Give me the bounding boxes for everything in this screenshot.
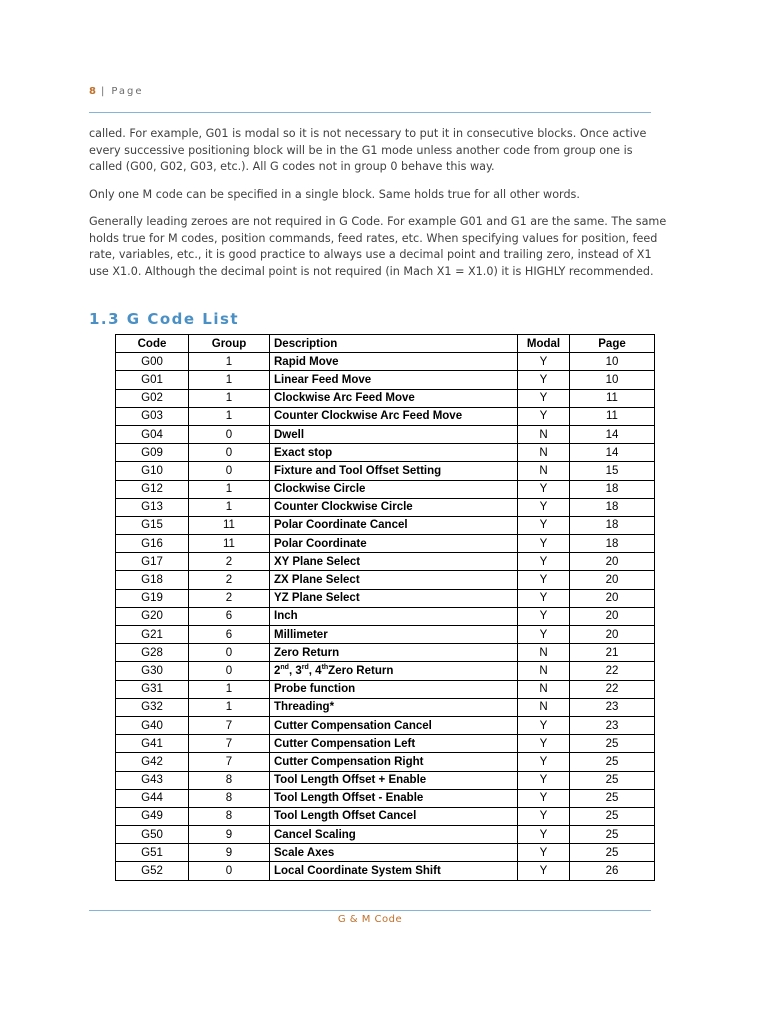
cell-group: 0 bbox=[189, 662, 270, 680]
cell-description: ZX Plane Select bbox=[270, 571, 518, 589]
cell-modal: Y bbox=[518, 735, 570, 753]
cell-page: 25 bbox=[570, 735, 655, 753]
footer-divider bbox=[89, 910, 651, 911]
paragraph-m-codes: Only one M code can be specified in a single block. Same holds true for all other words. bbox=[89, 188, 580, 201]
cell-code: G16 bbox=[116, 535, 189, 553]
cell-description: Tool Length Offset + Enable bbox=[270, 771, 518, 789]
cell-modal: Y bbox=[518, 753, 570, 771]
cell-page: 23 bbox=[570, 698, 655, 716]
cell-group: 11 bbox=[189, 516, 270, 534]
cell-code: G20 bbox=[116, 607, 189, 625]
cell-page: 25 bbox=[570, 807, 655, 825]
cell-group: 1 bbox=[189, 480, 270, 498]
cell-page: 22 bbox=[570, 680, 655, 698]
cell-description: Local Coordinate System Shift bbox=[270, 862, 518, 880]
cell-group: 0 bbox=[189, 444, 270, 462]
cell-page: 25 bbox=[570, 753, 655, 771]
table-row bbox=[116, 516, 655, 534]
header-separator: | bbox=[100, 86, 107, 97]
cell-group: 8 bbox=[189, 771, 270, 789]
cell-description: Dwell bbox=[270, 425, 518, 443]
cell-description: Scale Axes bbox=[270, 844, 518, 862]
cell-page: 14 bbox=[570, 425, 655, 443]
header-page: Page bbox=[570, 335, 655, 353]
table-row bbox=[116, 626, 655, 644]
page-footer: G & M Code bbox=[337, 914, 403, 925]
table-body bbox=[116, 353, 655, 880]
cell-code: G30 bbox=[116, 662, 189, 680]
cell-group: 7 bbox=[189, 735, 270, 753]
cell-modal: Y bbox=[518, 535, 570, 553]
table-row bbox=[116, 644, 655, 662]
cell-description: Cutter Compensation Right bbox=[270, 753, 518, 771]
cell-page: 11 bbox=[570, 407, 655, 425]
cell-code: G17 bbox=[116, 553, 189, 571]
table-row bbox=[116, 735, 655, 753]
cell-page: 14 bbox=[570, 444, 655, 462]
table-row bbox=[116, 698, 655, 716]
table-row bbox=[116, 425, 655, 443]
ordinal-suffix: nd bbox=[280, 664, 289, 672]
cell-modal: N bbox=[518, 462, 570, 480]
cell-page: 11 bbox=[570, 389, 655, 407]
description-part: Zero Return bbox=[328, 664, 394, 677]
cell-page: 25 bbox=[570, 771, 655, 789]
cell-group: 8 bbox=[189, 807, 270, 825]
cell-group: 1 bbox=[189, 498, 270, 516]
header-code: Code bbox=[116, 335, 189, 353]
cell-code: G10 bbox=[116, 462, 189, 480]
cell-code: G44 bbox=[116, 789, 189, 807]
table-row bbox=[116, 753, 655, 771]
cell-description: Linear Feed Move bbox=[270, 371, 518, 389]
table-row bbox=[116, 353, 655, 371]
cell-page: 25 bbox=[570, 789, 655, 807]
table-row bbox=[116, 826, 655, 844]
cell-page: 18 bbox=[570, 516, 655, 534]
cell-code: G03 bbox=[116, 407, 189, 425]
cell-code: G01 bbox=[116, 371, 189, 389]
header-group: Group bbox=[189, 335, 270, 353]
cell-group: 9 bbox=[189, 844, 270, 862]
cell-page: 18 bbox=[570, 480, 655, 498]
description-part: 2 bbox=[274, 664, 281, 677]
cell-description: Clockwise Circle bbox=[270, 480, 518, 498]
cell-code: G52 bbox=[116, 862, 189, 880]
description-part: , 4 bbox=[308, 664, 322, 677]
header-divider bbox=[89, 112, 651, 113]
cell-description: Inch bbox=[270, 607, 518, 625]
cell-code: G41 bbox=[116, 735, 189, 753]
cell-modal: Y bbox=[518, 389, 570, 407]
cell-group: 2 bbox=[189, 553, 270, 571]
cell-group: 9 bbox=[189, 826, 270, 844]
cell-description: Counter Clockwise Arc Feed Move bbox=[270, 407, 518, 425]
header-modal: Modal bbox=[518, 335, 570, 353]
cell-group: 1 bbox=[189, 389, 270, 407]
cell-modal: Y bbox=[518, 516, 570, 534]
g-code-table bbox=[115, 334, 655, 881]
paragraph-modal-groups: called. For example, G01 is modal so it is not necessary to put it in consecutive blocks. Once active every successive positioning block will be in the G1 mode unless another code from group one is called (G00, G02, G03, etc.). All G codes not in group 0 behave this way. bbox=[89, 127, 647, 173]
cell-group: 2 bbox=[189, 571, 270, 589]
cell-group: 11 bbox=[189, 535, 270, 553]
cell-code: G32 bbox=[116, 698, 189, 716]
table-row bbox=[116, 480, 655, 498]
table-row bbox=[116, 789, 655, 807]
cell-page: 20 bbox=[570, 553, 655, 571]
table-row bbox=[116, 444, 655, 462]
cell-page: 26 bbox=[570, 862, 655, 880]
cell-page: 20 bbox=[570, 571, 655, 589]
cell-description: YZ Plane Select bbox=[270, 589, 518, 607]
cell-page: 22 bbox=[570, 662, 655, 680]
table-row bbox=[116, 498, 655, 516]
cell-description: Fixture and Tool Offset Setting bbox=[270, 462, 518, 480]
cell-page: 20 bbox=[570, 589, 655, 607]
cell-group: 0 bbox=[189, 862, 270, 880]
cell-group: 1 bbox=[189, 680, 270, 698]
cell-page: 10 bbox=[570, 371, 655, 389]
cell-group: 1 bbox=[189, 407, 270, 425]
cell-modal: N bbox=[518, 698, 570, 716]
cell-modal: Y bbox=[518, 862, 570, 880]
cell-modal: Y bbox=[518, 789, 570, 807]
cell-code: G49 bbox=[116, 807, 189, 825]
cell-page: 15 bbox=[570, 462, 655, 480]
section-heading: 1.3 G Code List bbox=[89, 310, 240, 328]
header-description: Description bbox=[270, 335, 518, 353]
cell-description: Threading* bbox=[270, 698, 518, 716]
cell-code: G02 bbox=[116, 389, 189, 407]
cell-description: XY Plane Select bbox=[270, 553, 518, 571]
cell-modal: Y bbox=[518, 353, 570, 371]
cell-page: 25 bbox=[570, 844, 655, 862]
table-row bbox=[116, 680, 655, 698]
cell-page: 23 bbox=[570, 716, 655, 734]
cell-code: G12 bbox=[116, 480, 189, 498]
cell-code: G15 bbox=[116, 516, 189, 534]
table-row bbox=[116, 662, 655, 680]
cell-modal: N bbox=[518, 425, 570, 443]
cell-modal: Y bbox=[518, 844, 570, 862]
cell-modal: Y bbox=[518, 371, 570, 389]
table-row bbox=[116, 389, 655, 407]
cell-group: 0 bbox=[189, 644, 270, 662]
page-header bbox=[89, 86, 144, 97]
table-row bbox=[116, 771, 655, 789]
cell-modal: Y bbox=[518, 553, 570, 571]
table-row bbox=[116, 553, 655, 571]
table-row bbox=[116, 716, 655, 734]
cell-modal: Y bbox=[518, 716, 570, 734]
table-header-row bbox=[116, 335, 655, 353]
cell-code: G50 bbox=[116, 826, 189, 844]
cell-group: 0 bbox=[189, 425, 270, 443]
cell-code: G13 bbox=[116, 498, 189, 516]
cell-description: Tool Length Offset Cancel bbox=[270, 807, 518, 825]
cell-code: G42 bbox=[116, 753, 189, 771]
table-row bbox=[116, 535, 655, 553]
table-row bbox=[116, 462, 655, 480]
cell-code: G21 bbox=[116, 626, 189, 644]
cell-page: 20 bbox=[570, 626, 655, 644]
cell-code: G31 bbox=[116, 680, 189, 698]
cell-description: Exact stop bbox=[270, 444, 518, 462]
cell-description: Polar Coordinate Cancel bbox=[270, 516, 518, 534]
cell-code: G00 bbox=[116, 353, 189, 371]
page-word: Page bbox=[111, 86, 144, 97]
cell-group: 7 bbox=[189, 716, 270, 734]
cell-page: 10 bbox=[570, 353, 655, 371]
cell-description: Probe function bbox=[270, 680, 518, 698]
cell-group: 7 bbox=[189, 753, 270, 771]
cell-code: G40 bbox=[116, 716, 189, 734]
description-part: , 3 bbox=[288, 664, 302, 677]
cell-code: G18 bbox=[116, 571, 189, 589]
cell-modal: N bbox=[518, 662, 570, 680]
cell-modal: N bbox=[518, 444, 570, 462]
cell-code: G51 bbox=[116, 844, 189, 862]
table-row bbox=[116, 807, 655, 825]
cell-group: 0 bbox=[189, 462, 270, 480]
cell-page: 18 bbox=[570, 498, 655, 516]
cell-page: 18 bbox=[570, 535, 655, 553]
cell-description: Zero Return bbox=[270, 644, 518, 662]
cell-modal: Y bbox=[518, 589, 570, 607]
paragraph-leading-zeroes: Generally leading zeroes are not required in G Code. For example G01 and G1 are the same. The same holds true for M codes, position commands, feed rates, etc. When specifying values for position, feed rate, variables, etc., it is good practice to always use a decimal point and trailing zero, instead of X1 use X1.0. Although the decimal point is not required (in Mach X1 = X1.0) it is HIGHLY recommended. bbox=[89, 215, 667, 278]
cell-group: 8 bbox=[189, 789, 270, 807]
ordinal-suffix: rd bbox=[301, 664, 309, 672]
ordinal-suffix: th bbox=[321, 664, 329, 672]
cell-page: 25 bbox=[570, 826, 655, 844]
cell-page: 20 bbox=[570, 607, 655, 625]
cell-description: Cancel Scaling bbox=[270, 826, 518, 844]
cell-modal: Y bbox=[518, 480, 570, 498]
table-row bbox=[116, 407, 655, 425]
cell-description: Cutter Compensation Cancel bbox=[270, 716, 518, 734]
table-row bbox=[116, 844, 655, 862]
cell-description bbox=[270, 662, 518, 680]
cell-modal: Y bbox=[518, 607, 570, 625]
cell-modal: Y bbox=[518, 771, 570, 789]
cell-modal: Y bbox=[518, 626, 570, 644]
cell-modal: Y bbox=[518, 826, 570, 844]
page-number: 8 bbox=[89, 86, 96, 97]
table-row bbox=[116, 589, 655, 607]
cell-modal: N bbox=[518, 680, 570, 698]
cell-description: Counter Clockwise Circle bbox=[270, 498, 518, 516]
cell-modal: N bbox=[518, 644, 570, 662]
cell-group: 1 bbox=[189, 353, 270, 371]
cell-modal: Y bbox=[518, 807, 570, 825]
cell-description: Cutter Compensation Left bbox=[270, 735, 518, 753]
cell-code: G28 bbox=[116, 644, 189, 662]
cell-group: 1 bbox=[189, 698, 270, 716]
table-row bbox=[116, 862, 655, 880]
cell-group: 6 bbox=[189, 626, 270, 644]
table-row bbox=[116, 371, 655, 389]
cell-modal: Y bbox=[518, 498, 570, 516]
cell-modal: Y bbox=[518, 407, 570, 425]
cell-description: Clockwise Arc Feed Move bbox=[270, 389, 518, 407]
cell-modal: Y bbox=[518, 571, 570, 589]
cell-description: Rapid Move bbox=[270, 353, 518, 371]
cell-description: Tool Length Offset - Enable bbox=[270, 789, 518, 807]
cell-description: Polar Coordinate bbox=[270, 535, 518, 553]
table-row bbox=[116, 607, 655, 625]
cell-code: G04 bbox=[116, 425, 189, 443]
table-row bbox=[116, 571, 655, 589]
cell-group: 6 bbox=[189, 607, 270, 625]
cell-page: 21 bbox=[570, 644, 655, 662]
cell-description: Millimeter bbox=[270, 626, 518, 644]
cell-code: G43 bbox=[116, 771, 189, 789]
cell-group: 2 bbox=[189, 589, 270, 607]
cell-group: 1 bbox=[189, 371, 270, 389]
cell-code: G09 bbox=[116, 444, 189, 462]
cell-code: G19 bbox=[116, 589, 189, 607]
